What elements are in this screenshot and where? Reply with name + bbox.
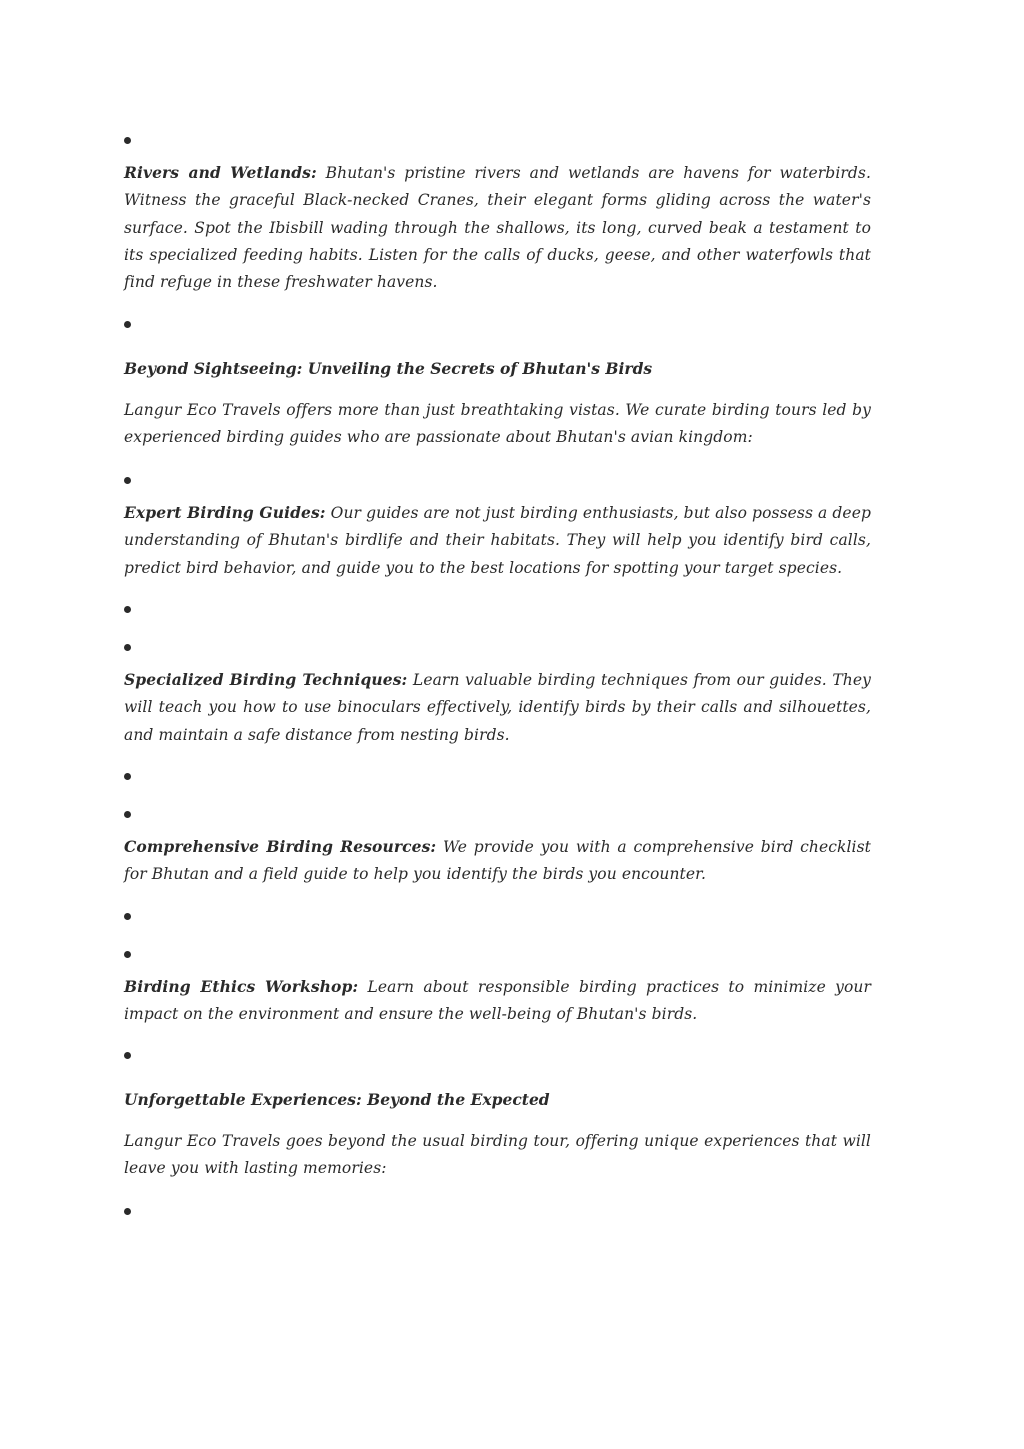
bullet-point	[124, 477, 131, 484]
bullet-point	[124, 137, 131, 144]
paragraph-text: Our guides are not just birding enthusiasts, but also possess a deep understanding of Bhutan's birdlife and their habitats. They will help you identify bird calls, predict bird behavior, and guide you to the best locations for spotting your target species.	[124, 504, 871, 577]
paragraph-text: Learn valuable birding techniques from our guides. They will teach you how to use binoculars effectively, identify birds by their calls and silhouettes, and maintain a safe distance from nesting birds.	[124, 671, 871, 744]
paragraph-text: We provide you with a comprehensive bird checklist for Bhutan and a field guide to help you identify the birds you encounter.	[124, 838, 872, 884]
paragraph-intro: Langur Eco Travels offers more than just breathtaking vistas. We curate birding tours led by experienced birding guides who are passionate about Bhutan's avian kingdom:	[124, 401, 871, 447]
paragraph-techniques	[124, 666, 871, 749]
bullet-point	[124, 913, 131, 920]
paragraph-text: Bhutan's pristine rivers and wetlands are havens for waterbirds. Witness the graceful Black-necked Cranes, their elegant forms gliding across the water's surface. Spot the Ibisbill wading through the shallows, its long, curved beak a testament to its specialized feeding habits. Listen for the calls of ducks, geese, and other waterfowls that find refuge in these freshwater havens.	[124, 164, 871, 292]
paragraph-experiences-intro: Langur Eco Travels goes beyond the usual birding tour, offering unique experiences that will leave you with lasting memories:	[124, 1132, 871, 1178]
paragraph-ethics-workshop	[124, 973, 871, 1029]
section-heading-unforgettable: Unforgettable Experiences: Beyond the Expected	[124, 1090, 550, 1109]
bullet-point	[124, 951, 131, 958]
paragraph-rivers-wetlands	[124, 159, 871, 296]
bullet-point	[124, 811, 131, 818]
paragraph-label: Specialized Birding Techniques:	[124, 670, 408, 689]
bullet-point	[124, 644, 131, 651]
paragraph-label: Rivers and Wetlands:	[124, 163, 317, 182]
paragraph-label: Expert Birding Guides:	[124, 503, 326, 522]
paragraph-expert-guides	[124, 499, 871, 582]
bullet-point	[124, 1052, 131, 1059]
paragraph-resources	[124, 833, 871, 889]
section-heading-beyond-sightseeing: Beyond Sightseeing: Unveiling the Secrets of Bhutan's Birds	[124, 359, 653, 378]
bullet-point	[124, 321, 131, 328]
paragraph-label: Birding Ethics Workshop:	[124, 977, 359, 996]
paragraph-text: Learn about responsible birding practices to minimize your impact on the environment and ensure the well-being of Bhutan's birds.	[124, 978, 871, 1024]
bullet-point	[124, 606, 131, 613]
paragraph-label: Comprehensive Birding Resources:	[124, 837, 437, 856]
bullet-point	[124, 773, 131, 780]
bullet-point	[124, 1208, 131, 1215]
